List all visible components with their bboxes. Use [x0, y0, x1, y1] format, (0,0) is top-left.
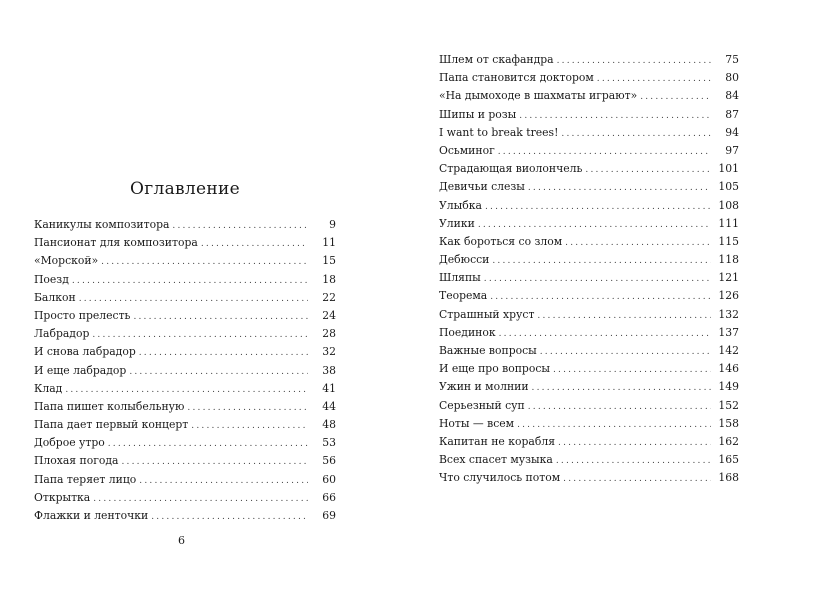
toc-entry: [34, 343, 336, 361]
toc-entry: [34, 289, 336, 307]
toc-leader-dots: [585, 161, 711, 179]
toc-entry-page: 75: [725, 53, 739, 66]
toc-leader-dots: [498, 143, 711, 161]
toc-leader-dots: [553, 361, 711, 379]
toc-entry-page: 137: [718, 325, 739, 339]
toc-entry-page: 111: [718, 216, 739, 230]
toc-leader-dots: [108, 435, 308, 453]
toc-entry-page: 56: [322, 454, 336, 468]
toc-entry-title: Шлем от скафандра: [439, 53, 554, 66]
toc-entry-title: Улики: [439, 216, 475, 230]
toc-leader-dots: [499, 325, 711, 343]
toc-entry-page: 101: [718, 162, 739, 176]
toc-entry-page: 132: [718, 307, 739, 321]
toc-entry-title: Папа пишет колыбельную: [34, 399, 185, 413]
toc-entry: [439, 87, 739, 105]
toc-entry: [34, 507, 336, 525]
toc-entry-title: Девичьи слезы: [439, 180, 525, 194]
toc-entry-page: 97: [725, 143, 739, 157]
toc-entry-title: Балкон: [34, 290, 76, 304]
toc-entry-page: 80: [725, 71, 739, 85]
toc-entry: [439, 51, 739, 69]
toc-leader-dots: [490, 288, 711, 306]
toc-right-column: [439, 51, 739, 488]
toc-entry: [34, 325, 336, 343]
toc-entry-title: Капитан не корабля: [439, 434, 556, 448]
toc-entry: [34, 252, 336, 270]
toc-entry: [439, 69, 739, 87]
toc-entry-title: Ноты — всем: [439, 416, 515, 430]
toc-leader-dots: [65, 381, 308, 399]
toc-entry-page: 118: [718, 253, 739, 267]
toc-leader-dots: [517, 416, 711, 434]
toc-leader-dots: [121, 453, 308, 471]
toc-entry-page: 142: [718, 344, 739, 357]
toc-entry-page: 41: [322, 381, 336, 395]
toc-entry-title: Папа теряет лицо: [34, 472, 137, 486]
toc-entry-title: Просто прелесть: [34, 308, 131, 322]
toc-leader-dots: [79, 290, 308, 308]
toc-entry-page: 126: [718, 289, 739, 303]
toc-leader-dots: [93, 490, 308, 508]
toc-entry: [439, 197, 739, 215]
toc-leader-dots: [528, 398, 711, 416]
toc-entry: [439, 342, 739, 360]
toc-entry-title: Теорема: [439, 289, 488, 303]
toc-entry-page: 15: [322, 254, 336, 268]
toc-entry-title: «Морской»: [34, 254, 99, 268]
toc-entry: [34, 452, 336, 470]
toc-entry-title: Шипы и розы: [439, 107, 517, 121]
toc-entry-page: 165: [718, 453, 739, 467]
toc-entry: [439, 142, 739, 160]
toc-entry: [34, 380, 336, 398]
toc-entry-page: 53: [322, 436, 336, 450]
toc-left-column: [34, 216, 336, 525]
toc-entry-title: Серьезный суп: [439, 398, 525, 412]
toc-entry: [439, 215, 739, 233]
toc-entry-page: 152: [718, 398, 739, 412]
toc-entry-page: 32: [322, 345, 336, 359]
toc-entry: [439, 415, 739, 433]
toc-entry-page: 87: [725, 107, 739, 121]
toc-leader-dots: [133, 308, 308, 326]
toc-entry: [439, 306, 739, 324]
toc-leader-dots: [640, 88, 711, 106]
toc-entry-page: 168: [718, 471, 739, 485]
toc-entry-title: I want to break trees!: [439, 125, 559, 139]
toc-entry-page: 121: [718, 271, 739, 285]
toc-entry-page: 94: [725, 125, 739, 139]
toc-entry-title: Каникулы композитора: [34, 218, 170, 231]
toc-leader-dots: [187, 399, 308, 417]
toc-entry-title: Ужин и молнии: [439, 380, 529, 394]
toc-entry-title: Открытка: [34, 490, 91, 504]
toc-entry-page: 158: [718, 416, 739, 430]
toc-entry: [439, 233, 739, 251]
toc-entry-page: 105: [718, 180, 739, 194]
toc-entry-title: И еще про вопросы: [439, 362, 550, 376]
toc-entry-title: Пансионат для композитора: [34, 236, 198, 250]
toc-entry: [34, 216, 336, 234]
toc-leader-dots: [478, 216, 711, 234]
toc-entry-title: Улыбка: [439, 198, 482, 212]
toc-leader-dots: [492, 252, 711, 270]
toc-entry: [34, 362, 336, 380]
toc-leader-dots: [565, 234, 711, 252]
toc-leader-dots: [537, 307, 711, 325]
toc-entry: [439, 360, 739, 378]
toc-entry: [439, 124, 739, 142]
toc-entry: [439, 251, 739, 269]
toc-entry: [439, 160, 739, 178]
toc-entry: [34, 398, 336, 416]
toc-entry: [439, 451, 739, 469]
toc-entry-title: Плохая погода: [34, 454, 119, 468]
toc-entry-title: Что случилось потом: [439, 471, 561, 485]
toc-entry-title: Папа становится доктором: [439, 71, 594, 85]
toc-leader-dots: [563, 470, 711, 488]
toc-leader-dots: [72, 272, 308, 290]
toc-entry-title: И еще лабрадор: [34, 363, 127, 377]
toc-leader-dots: [151, 508, 308, 526]
toc-entry-page: 24: [322, 308, 336, 322]
toc-entry: [439, 324, 739, 342]
toc-entry: [34, 471, 336, 489]
toc-leader-dots: [485, 198, 711, 216]
toc-entry: [34, 434, 336, 452]
toc-entry-page: 22: [322, 290, 336, 304]
toc-entry-title: Поезд: [34, 272, 69, 286]
toc-leader-dots: [101, 253, 308, 271]
toc-entry-page: 146: [718, 362, 739, 376]
toc-entry-title: Лабрадор: [34, 327, 90, 341]
toc-entry-page: 28: [322, 327, 336, 341]
toc-entry-page: 44: [322, 399, 336, 413]
toc-entry-title: Как бороться со злом: [439, 234, 563, 248]
toc-entry-page: 66: [322, 490, 336, 504]
toc-entry-page: 18: [322, 272, 336, 286]
toc-entry-page: 108: [718, 198, 739, 212]
toc-entry-page: 162: [718, 434, 739, 448]
toc-entry: [34, 271, 336, 289]
toc-entry-title: «На дымоходе в шахматы играют»: [439, 89, 638, 103]
toc-entry-title: Доброе утро: [34, 436, 105, 450]
toc-leader-dots: [129, 363, 308, 381]
toc-leader-dots: [532, 379, 711, 397]
toc-entry-page: 60: [322, 472, 336, 486]
toc-entry-title: Папа дает первый концерт: [34, 418, 189, 432]
toc-leader-dots: [561, 125, 711, 143]
toc-leader-dots: [172, 217, 308, 235]
toc-leader-dots: [558, 434, 711, 452]
toc-leader-dots: [519, 107, 711, 125]
toc-entry: [439, 178, 739, 196]
toc-entry-page: 115: [718, 234, 739, 248]
toc-entry-title: Всех спасет музыка: [439, 453, 553, 467]
toc-entry-title: Осьминог: [439, 143, 495, 157]
toc-entry: [34, 416, 336, 434]
toc-leader-dots: [557, 52, 711, 70]
toc-entry: [34, 307, 336, 325]
toc-leader-dots: [540, 343, 711, 361]
toc-entry: [439, 269, 739, 287]
toc-entry: [34, 489, 336, 507]
toc-entry-title: Страшный хруст: [439, 307, 535, 321]
toc-entry-title: Шляпы: [439, 271, 481, 285]
toc-entry-page: 38: [322, 363, 336, 377]
toc-leader-dots: [139, 472, 308, 490]
toc-entry-title: Клад: [34, 381, 63, 395]
toc-entry-title: И снова лабрадор: [34, 345, 136, 359]
toc-leader-dots: [201, 235, 308, 253]
toc-entry: [34, 234, 336, 252]
toc-entry-page: 48: [322, 418, 336, 432]
toc-entry-page: 149: [718, 380, 739, 394]
toc-entry-title: Поединок: [439, 325, 496, 339]
toc-entry-title: Страдающая виолончель: [439, 162, 583, 176]
toc-entry-page: 11: [322, 236, 336, 250]
toc-leader-dots: [556, 452, 711, 470]
toc-entry-title: Важные вопросы: [439, 344, 537, 357]
toc-entry-page: 9: [329, 218, 336, 231]
toc-entry-title: Дебюсси: [439, 253, 490, 267]
toc-entry: [439, 106, 739, 124]
toc-leader-dots: [484, 270, 711, 288]
toc-leader-dots: [139, 344, 308, 362]
toc-leader-dots: [597, 70, 711, 88]
toc-leader-dots: [528, 179, 711, 197]
toc-entry: [439, 287, 739, 305]
toc-entry: [439, 397, 739, 415]
page-number: 6: [178, 534, 185, 547]
toc-leader-dots: [191, 417, 308, 435]
toc-leader-dots: [92, 326, 308, 344]
toc-entry: [439, 433, 739, 451]
toc-entry: [439, 378, 739, 396]
toc-entry-page: 84: [725, 89, 739, 103]
toc-entry-title: Флажки и ленточки: [34, 509, 149, 522]
toc-entry: [439, 469, 739, 487]
toc-title: Оглавление: [130, 179, 240, 199]
toc-entry-page: 69: [322, 509, 336, 522]
